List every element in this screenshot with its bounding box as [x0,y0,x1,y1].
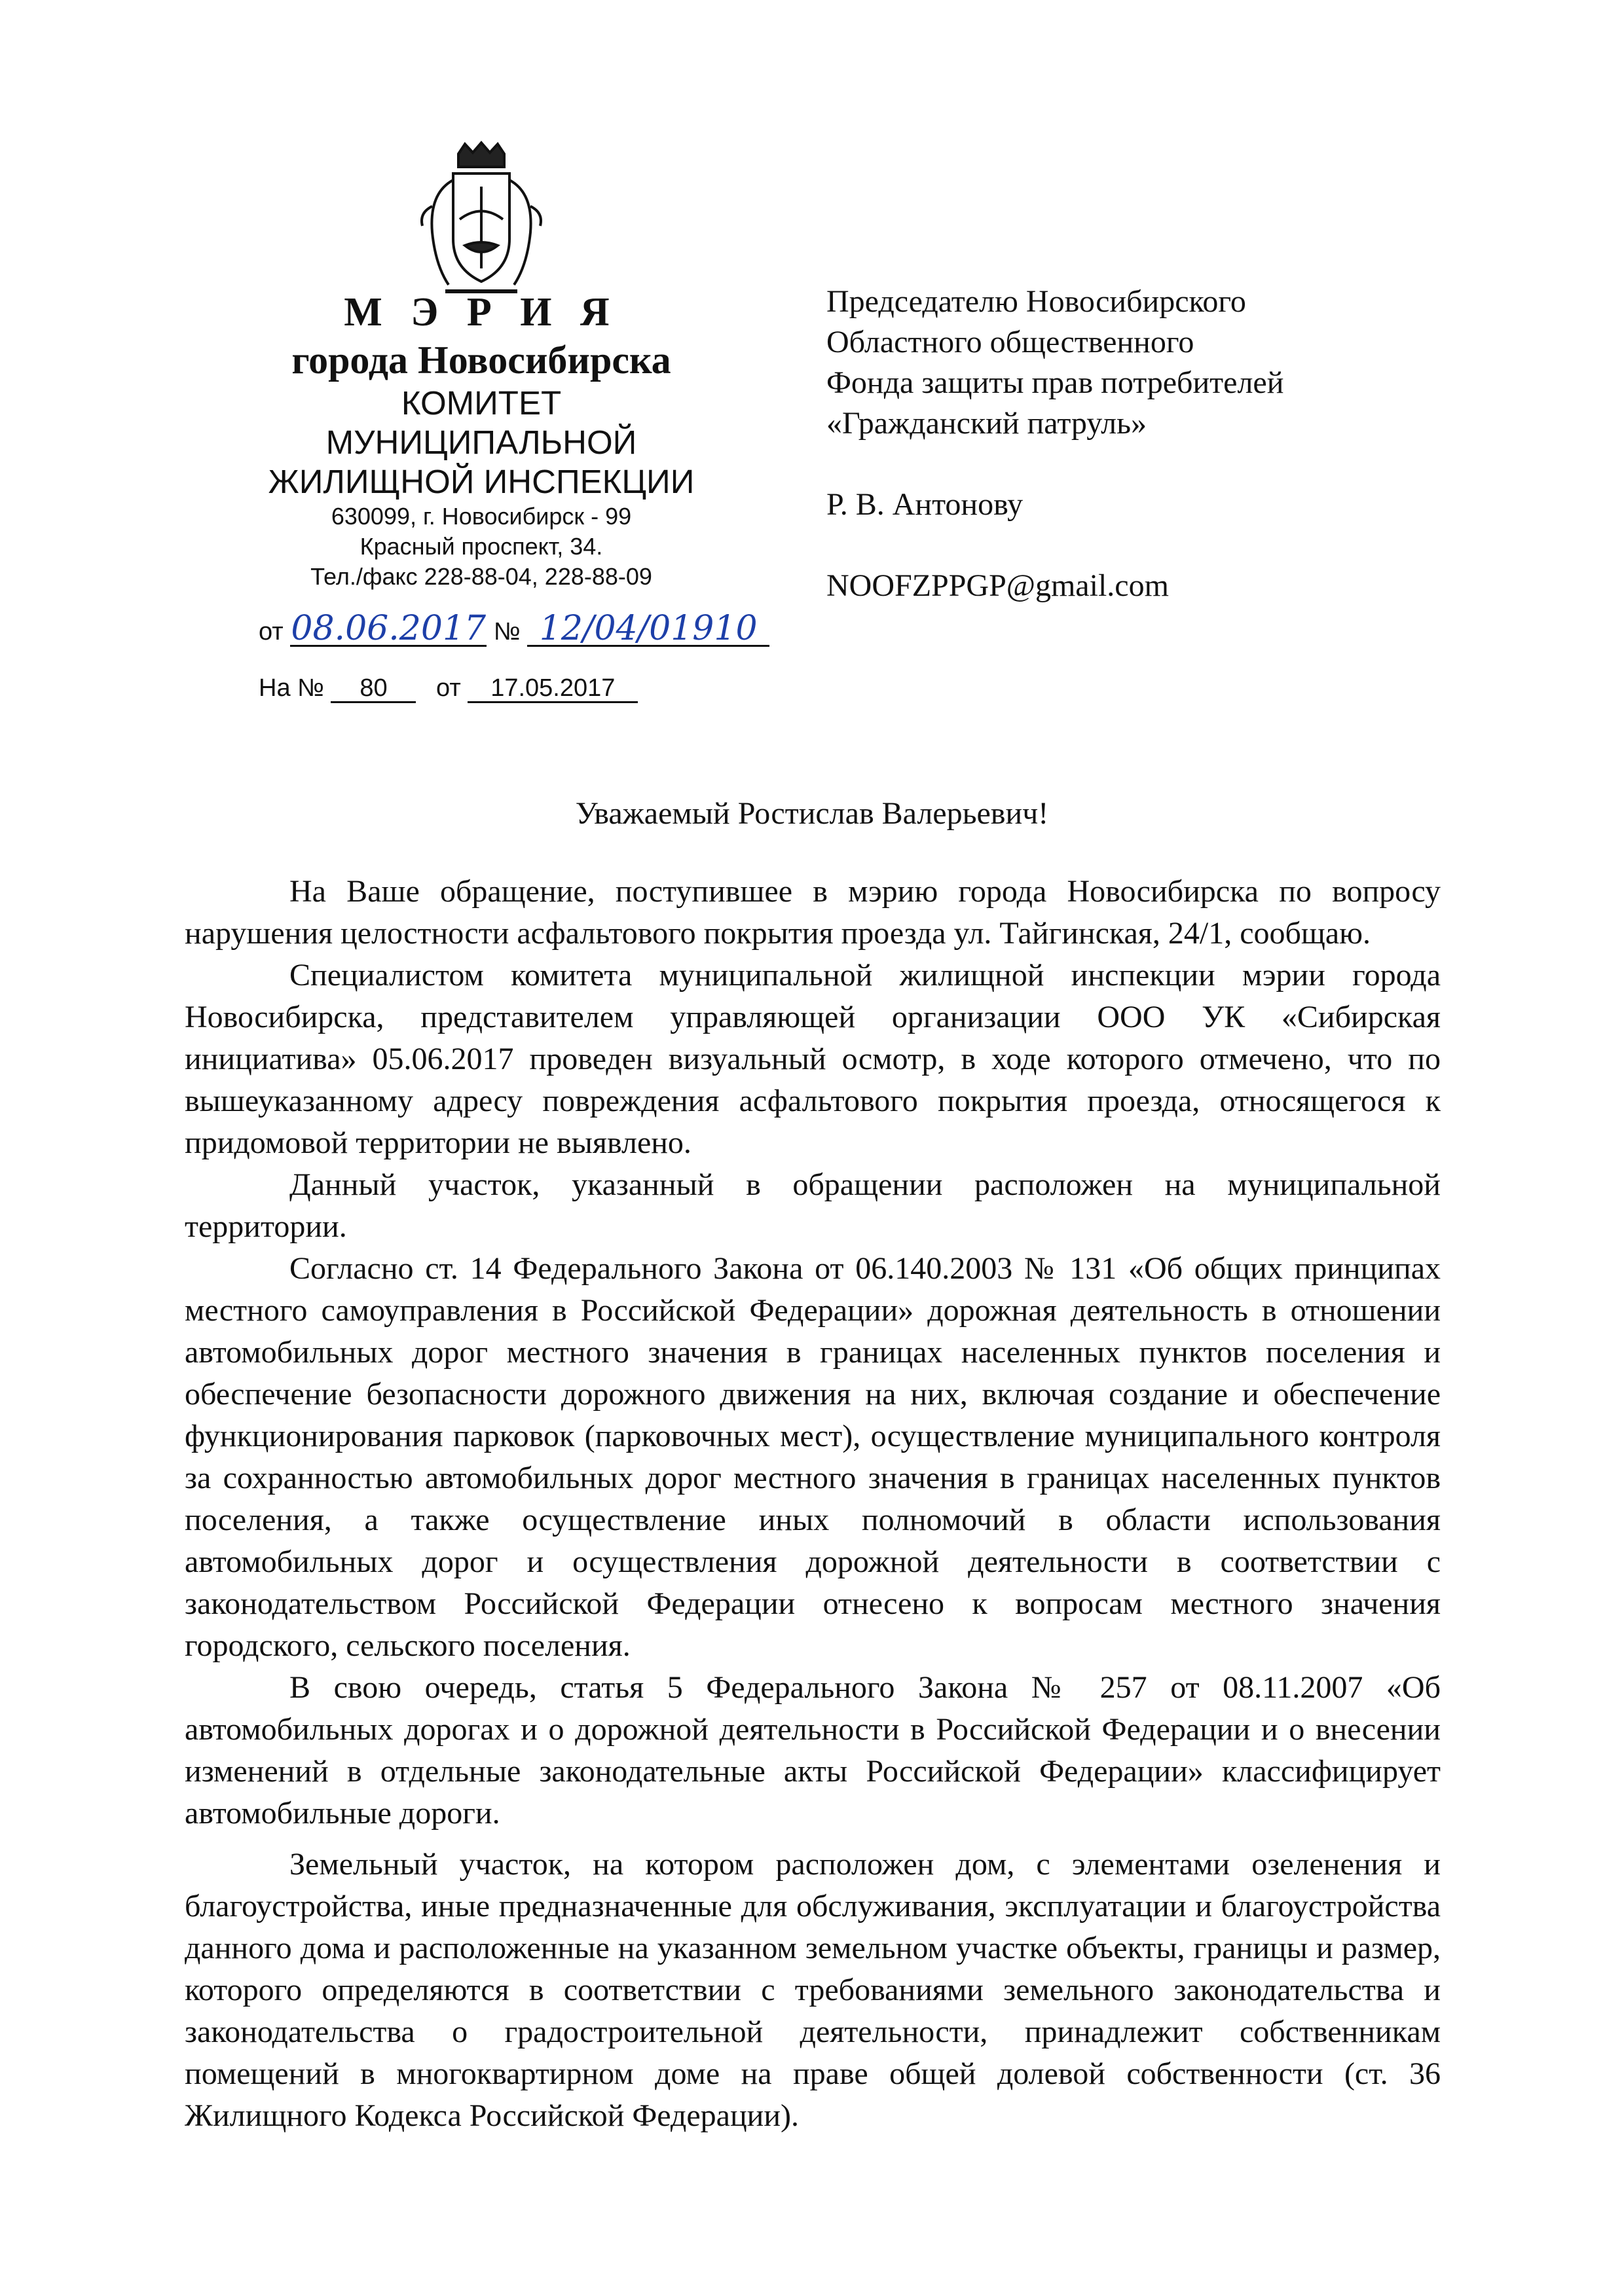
recipient-line-3: Фонда защиты прав потребителей [826,365,1284,400]
recipient-name: Р. В. Антонову [826,487,1024,522]
address-line-2: Красный проспект, 34. [360,533,603,560]
coat-of-arms-icon [413,141,550,304]
reg-no-label: № [493,618,521,646]
reg-date-field [290,609,487,648]
paragraph-5: В свою очередь, статья 5 Федерального Закона № 257 от 08.11.2007 «Об автомобильных дорогах и о дорожной деятельности в Российской Федерации и о внесении изменений в отдельные законодательные акты Российской Федерации» классифицирует автомобильные дороги. [185,1670,1441,1831]
recipient-email: NOOFZPPGP@gmail.com [826,568,1169,603]
reply-no: 80 [331,675,416,703]
committee-line-2: МУНИЦИПАЛЬНОЙ [325,424,637,461]
reg-number-field [527,609,769,648]
reply-from-label: от [436,674,461,702]
reg-from-label: от [259,618,284,646]
reg-number: 12/04/01910 [539,609,758,648]
reply-date: 17.05.2017 [468,675,638,703]
recipient-line-2: Областного общественного [826,325,1194,359]
reply-reference [259,674,638,703]
letter-body [185,871,1441,2137]
paragraph-2: Специалистом комитета муниципальной жилищной инспекции мэрии города Новосибирска, представителем управляющей организации ООО УК «Сибирская инициатива» 05.06.2017 проведен визуальный осмотр, в ходе которого отмечено, что по вышеуказанному адресу повреждения асфальтового покрытия проезда, относящегося к придомовой территории не выявлено. [185,958,1441,1160]
city-name: города Новосибирска [291,338,671,382]
reg-date: 08.06.2017 [291,609,487,648]
paragraph-4: Согласно ст. 14 Федерального Закона от 06.140.2003 № 131 «Об общих принципах местного самоуправления в Российской Федерации» дорожная деятельность в отношении автомобильных дорог местного значения в границах населенных пунктов поселения и обеспечение безопасности дорожного движения на них, включая создание и обеспечение функционирования парковок (парковочных мест), осуществление муниципального контроля за сохранностью автомобильных дорог местного значения в границах населенных пунктов поселения, а также осуществление иных полномочий в области использования автомобильных дорог и осуществления дорожной деятельности в соответствии с законодательством Российской Федерации отнесено к вопросам местного значения городского, сельского поселения. [185,1251,1441,1663]
greeting: Уважаемый Ростислав Валерьевич! [575,796,1049,831]
reply-no-label: На № [259,674,324,702]
sender-organization [216,288,747,592]
recipient-line-1: Председателю Новосибирского [826,284,1246,319]
paragraph-1: На Ваше обращение, поступившее в мэрию города Новосибирска по вопросу нарушения целостности асфальтового покрытия проезда ул. Тайгинская, 24/1, сообщаю. [185,874,1441,951]
committee-line-1: КОМИТЕТ [401,384,562,422]
mayor-office-title: М Э Р И Я [344,290,619,335]
registration-line [259,609,796,648]
address-line-1: 630099, г. Новосибирск - 99 [331,503,632,530]
committee-line-3: ЖИЛИЩНОЙ ИНСПЕКЦИИ [268,463,695,500]
phone-fax: Тел./факс 228-88-04, 228-88-09 [310,563,652,590]
recipient-line-4: «Гражданский патруль» [826,406,1147,441]
paragraph-6: Земельный участок, на котором расположен дом, с элементами озеленения и благоустройства, иные предназначенные для обслуживания, эксплуатации и благоустройства данного дома и расположенные на указанном земельном участке объекты, границы и размер, которого определяются в соответствии с требованиями земельного законодательства и законодательства о градостроительной деятельности, принадлежит собственникам помещений в многоквартирном доме на праве общей долевой собственности (ст. 36 Жилищного Кодекса Российской Федерации). [185,1847,1441,2133]
recipient-block [826,282,1481,606]
paragraph-3: Данный участок, указанный в обращении расположен на муниципальной территории. [185,1167,1441,1244]
